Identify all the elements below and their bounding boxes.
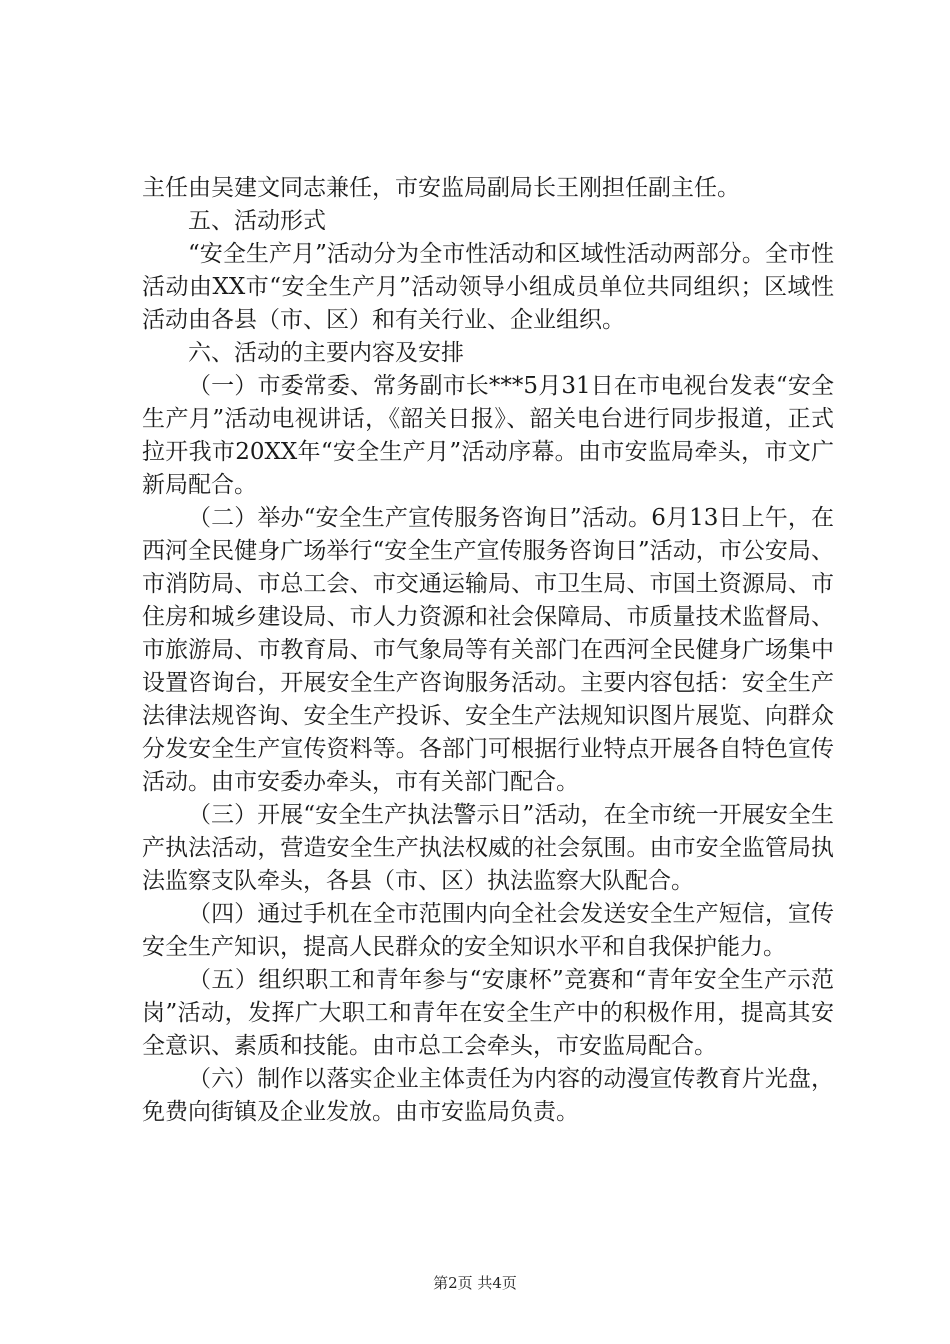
document-body [142, 172, 834, 1129]
paragraph-item-6: （六）制作以落实企业主体责任为内容的动漫宣传教育片光盘，免费向街镇及企业发放。由市安监局负责。 [142, 1066, 834, 1125]
paragraph-item-2: （二）举办“安全生产宣传服务咨询日”活动。6月13日上午，在西河全民健身广场举行“安全生产宣传服务咨询日”活动，市公安局、市消防局、市总工会、市交通运输局、市卫生局、市国土资源局、市住房和城乡建设局、市人力资源和社会保障局、市质量技术监督局、市旅游局、市教育局、市气象局等有关部门在西河全民健身广场集中设置咨询台，开展安全生产咨询服务活动。主要内容包括：安全生产法律法规咨询、安全生产投诉、安全生产法规知识图片展览、向群众分发安全生产宣传资料等。各部门可根据行业特点开展各自特色宣传活动。由市安委办牵头，市有关部门配合。 [142, 505, 834, 795]
paragraph-item-4: （四）通过手机在全市范围内向全社会发送安全生产短信，宣传安全生产知识，提高人民群众的安全知识水平和自我保护能力。 [142, 901, 834, 960]
paragraph-item-3: （三）开展“安全生产执法警示日”活动，在全市统一开展安全生产执法活动，营造安全生产执法权威的社会氛围。由市安全监管局执法监察支队牵头，各县（市、区）执法监察大队配合。 [142, 802, 834, 894]
section-heading-activity-form: 五、活动形式 [188, 208, 326, 234]
paragraph-item-5: （五）组织职工和青年参与“安康杯”竞赛和“青年安全生产示范岗”活动，发挥广大职工和青年在安全生产中的积极作用，提高其安全意识、素质和技能。由市总工会牵头，市安监局配合。 [142, 967, 834, 1059]
section-heading-main-content: 六、活动的主要内容及安排 [188, 340, 464, 366]
paragraph-item-1: （一）市委常委、常务副市长***5月31日在市电视台发表“安全生产月”活动电视讲话，《韶关日报》、韶关电台进行同步报道，正式拉开我市20XX年“安全生产月”活动序幕。由市安监局牵头，市文广新局配合。 [142, 373, 834, 498]
paragraph-activity-form: “安全生产月”活动分为全市性活动和区域性活动两部分。全市性活动由XX市“安全生产月”活动领导小组成员单位共同组织；区域性活动由各县（市、区）和有关行业、企业组织。 [142, 241, 834, 333]
page-footer: 第2页 共4页 [433, 1274, 517, 1292]
paragraph-continuation: 主任由吴建文同志兼任，市安监局副局长王刚担任副主任。 [142, 175, 740, 201]
